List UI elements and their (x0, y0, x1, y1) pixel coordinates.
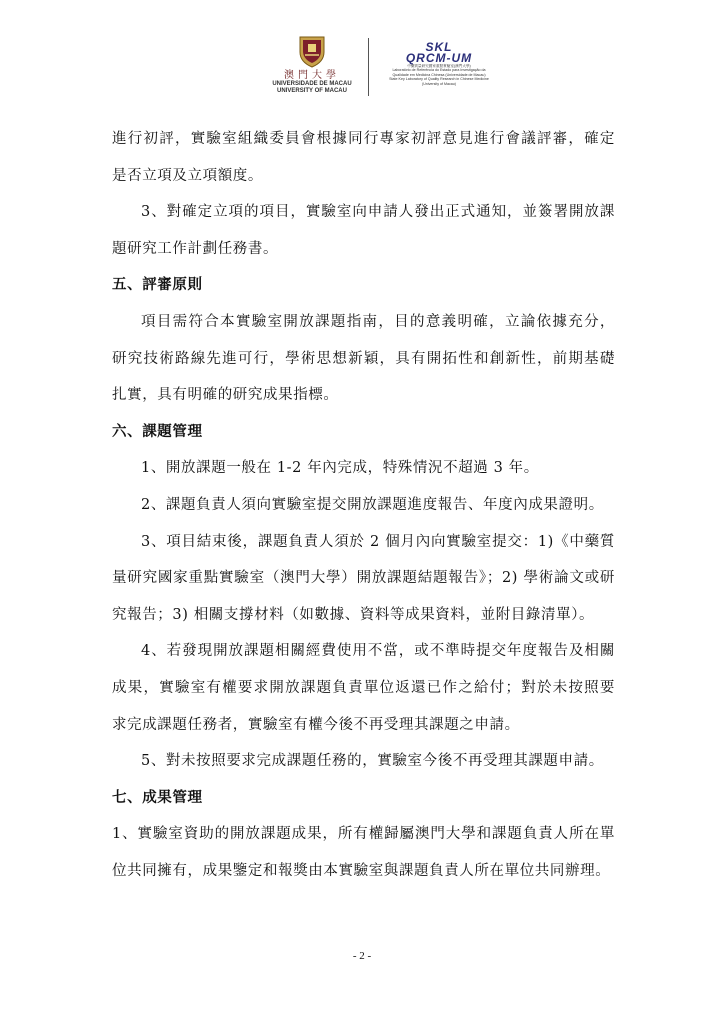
university-of-macau-logo (262, 34, 362, 104)
paragraph-line: 4、若發現開放課題相關經費使用不當，或不準時提交年度報告及相關 (141, 643, 615, 660)
skl-english-name-2: (University of Macau) (422, 81, 456, 86)
skl-portuguese-name-1: Laboratório de Referência do Estado para Investigação da (392, 68, 486, 73)
paragraph-line: 3、項目結束後，課題負責人須於 2 個月內向實驗室提交：1)《中藥質 (141, 533, 615, 550)
page-number: - 2 - (352, 950, 372, 962)
document-body (112, 121, 615, 889)
paragraph-line: 項目需符合本實驗室開放課題指南，目的意義明確，立論依據充分， (141, 313, 615, 330)
section-heading-5: 五、評審原則 (112, 277, 203, 294)
paragraph-line: 題研究工作計劃任務書。 (112, 240, 279, 257)
section-heading-6: 六、課題管理 (112, 423, 203, 440)
paragraph-line: 求完成課題任務者，實驗室有權今後不再受理其課題之申請。 (112, 716, 520, 733)
skl-portuguese-name-2: Qualidade em Medicina Chinesa (Universidade de Macau) (392, 72, 486, 77)
university-portuguese-name: UNIVERSIDADE DE MACAU (272, 81, 352, 87)
skl-qrcm-logo (384, 42, 494, 102)
paragraph-line: 研究技術路線先進可行，學術思想新穎，具有開拓性和創新性，前期基礎 (112, 350, 615, 367)
paragraph-line: 1、開放課題一般在 1-2 年內完成，特殊情況不超過 3 年。 (141, 460, 539, 477)
paragraph-line: 5、對未按照要求完成課題任務的，實驗室今後不再受理其課題申請。 (141, 753, 604, 770)
paragraph-line: 扎實，具有明確的研究成果指標。 (112, 387, 339, 404)
paragraph-line: 成果，實驗室有權要求開放課題負責單位返還已作之給付；對於未按照要 (112, 679, 615, 696)
paragraph-line: 2、課題負責人須向實驗室提交開放課題進度報告、年度內成果證明。 (141, 496, 604, 513)
paragraph-line: 位共同擁有，成果鑒定和報獎由本實驗室與課題負責人所在單位共同辦理。 (112, 862, 611, 879)
skl-chinese-name: 中藥質量研究國家重點實驗室(澳門大學) (407, 64, 471, 68)
paragraph-line: 1、實驗室資助的開放課題成果，所有權歸屬澳門大學和課題負責人所在單 (112, 826, 615, 843)
university-english-name: UNIVERSITY OF MACAU (277, 88, 347, 94)
university-crest-icon (297, 34, 327, 68)
paragraph-line: 是否立項及立項額度。 (112, 167, 263, 184)
header-divider (368, 38, 369, 96)
page-header (0, 34, 724, 104)
skl-mark-bottom: QRCM-UM (405, 51, 473, 65)
section-heading-7: 七、成果管理 (112, 789, 203, 806)
university-chinese-name: 澳門大學 (284, 70, 340, 81)
paragraph-line: 3、對確定立項的項目，實驗室向申請人發出正式通知，並簽署開放課 (141, 204, 615, 221)
paragraph-line: 究報告；3) 相關支撐材料（如數據、資料等成果資料，並附目錄清單）。 (112, 606, 595, 623)
skl-mark-top: SKL (425, 40, 453, 54)
paragraph-line: 量研究國家重點實驗室（澳門大學）開放課題結題報告》；2) 學術論文或研 (112, 570, 615, 587)
paragraph-line: 進行初評，實驗室組織委員會根據同行專家初評意見進行會議評審，確定 (112, 131, 615, 147)
skl-english-name-1: State Key Laboratory of Quality Research in Chinese Medicine (389, 77, 489, 82)
